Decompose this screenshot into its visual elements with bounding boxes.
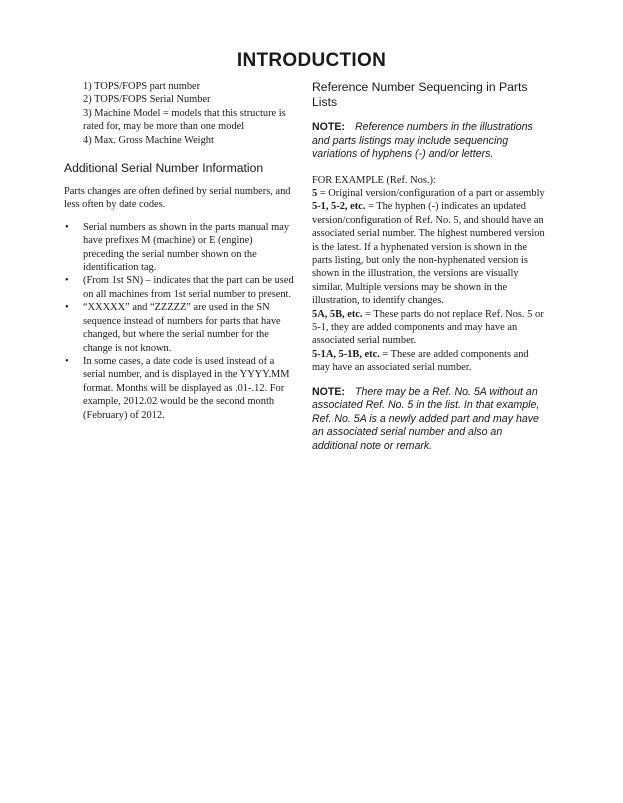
- intro-paragraph: Parts changes are often defined by serial numbers, and less often by date codes.: [64, 186, 291, 211]
- bullet-list: [64, 221, 294, 422]
- bullet-item: • “XXXXX” and “ZZZZZ” are used in the SN sequence instead of numbers for parts that have changed, but where the serial number for the change is not known.: [64, 301, 294, 355]
- example-key: 5A, 5B, etc.: [312, 308, 363, 320]
- example-text: = These are added components and may have an associated serial number.: [312, 348, 529, 374]
- note-text: Reference numbers in the illustrations and parts listings may include sequencing variations of hyphens (-) and/or letters.: [312, 121, 533, 160]
- numbered-item: 1) TOPS/FOPS part number: [83, 81, 201, 92]
- example-key: 5: [312, 187, 318, 199]
- note-block: [312, 386, 546, 454]
- section-heading: Reference Number Sequencing in Parts Lists: [312, 80, 528, 109]
- example-row: [312, 200, 546, 307]
- example-key: 5-1, 5-2, etc.: [312, 201, 366, 213]
- numbered-item: 4) Max. Gross Machine Weight: [83, 134, 214, 146]
- note-text: There may be a Ref. No. 5A without an associated Ref. No. 5 in the list. In that example, Ref. No. 5A is a newly added part and may have an associated serial number and also an additional note or remark.: [312, 385, 540, 452]
- example-row: [312, 308, 546, 348]
- section-heading: Additional Serial Number Information: [64, 161, 264, 176]
- numbered-item: 3) Machine Model = models that this structure is rated for, may be more than one model: [83, 107, 286, 133]
- bullet-item: • Serial numbers as shown in the parts manual may have prefixes M (machine) or E (engine) preceding the serial number shown on the identification tag.: [64, 221, 294, 275]
- note-label: NOTE:: [312, 121, 345, 133]
- left-column: [64, 80, 294, 422]
- bullet-item: • In some cases, a date code is used instead of a serial number, and is displayed in the YYYY.MM format. Months will be displayed as .01-.12. For example, 2012.02 would be the second month (February) of 2012.: [64, 355, 294, 422]
- example-row: [312, 348, 546, 375]
- example-row: [312, 187, 546, 200]
- example-text: = The hyphen (-) indicates an updated version/configuration of Ref. No. 5, and should have an associated serial number. The highest numbered version is the latest. If a hyphenated version is shown in the parts listing, but only the non-hyphenated version is shown in the illustration, the versions are visually similar. Multiple versions may be shown in the illustration, to identify changes.: [312, 201, 545, 307]
- example-text: = These parts do not replace Ref. Nos. 5 or 5-1, they are added components and may have an associated serial number.: [312, 308, 544, 347]
- bullet-item: • (From 1st SN) – indicates that the part can be used on all machines from 1st serial number to present.: [64, 274, 294, 301]
- for-example-label: FOR EXAMPLE (Ref. Nos.):: [312, 174, 436, 186]
- example-key: 5-1A, 5-1B, etc.: [312, 348, 380, 360]
- note-block: [312, 121, 546, 162]
- numbered-list: [83, 80, 294, 147]
- example-text: = Original version/configuration of a part or assembly: [317, 187, 545, 199]
- right-column: [312, 80, 546, 453]
- example-list: [312, 187, 546, 375]
- numbered-item: 2) TOPS/FOPS Serial Number: [83, 94, 211, 106]
- note-label: NOTE:: [312, 385, 345, 398]
- page-title: INTRODUCTION: [236, 50, 387, 71]
